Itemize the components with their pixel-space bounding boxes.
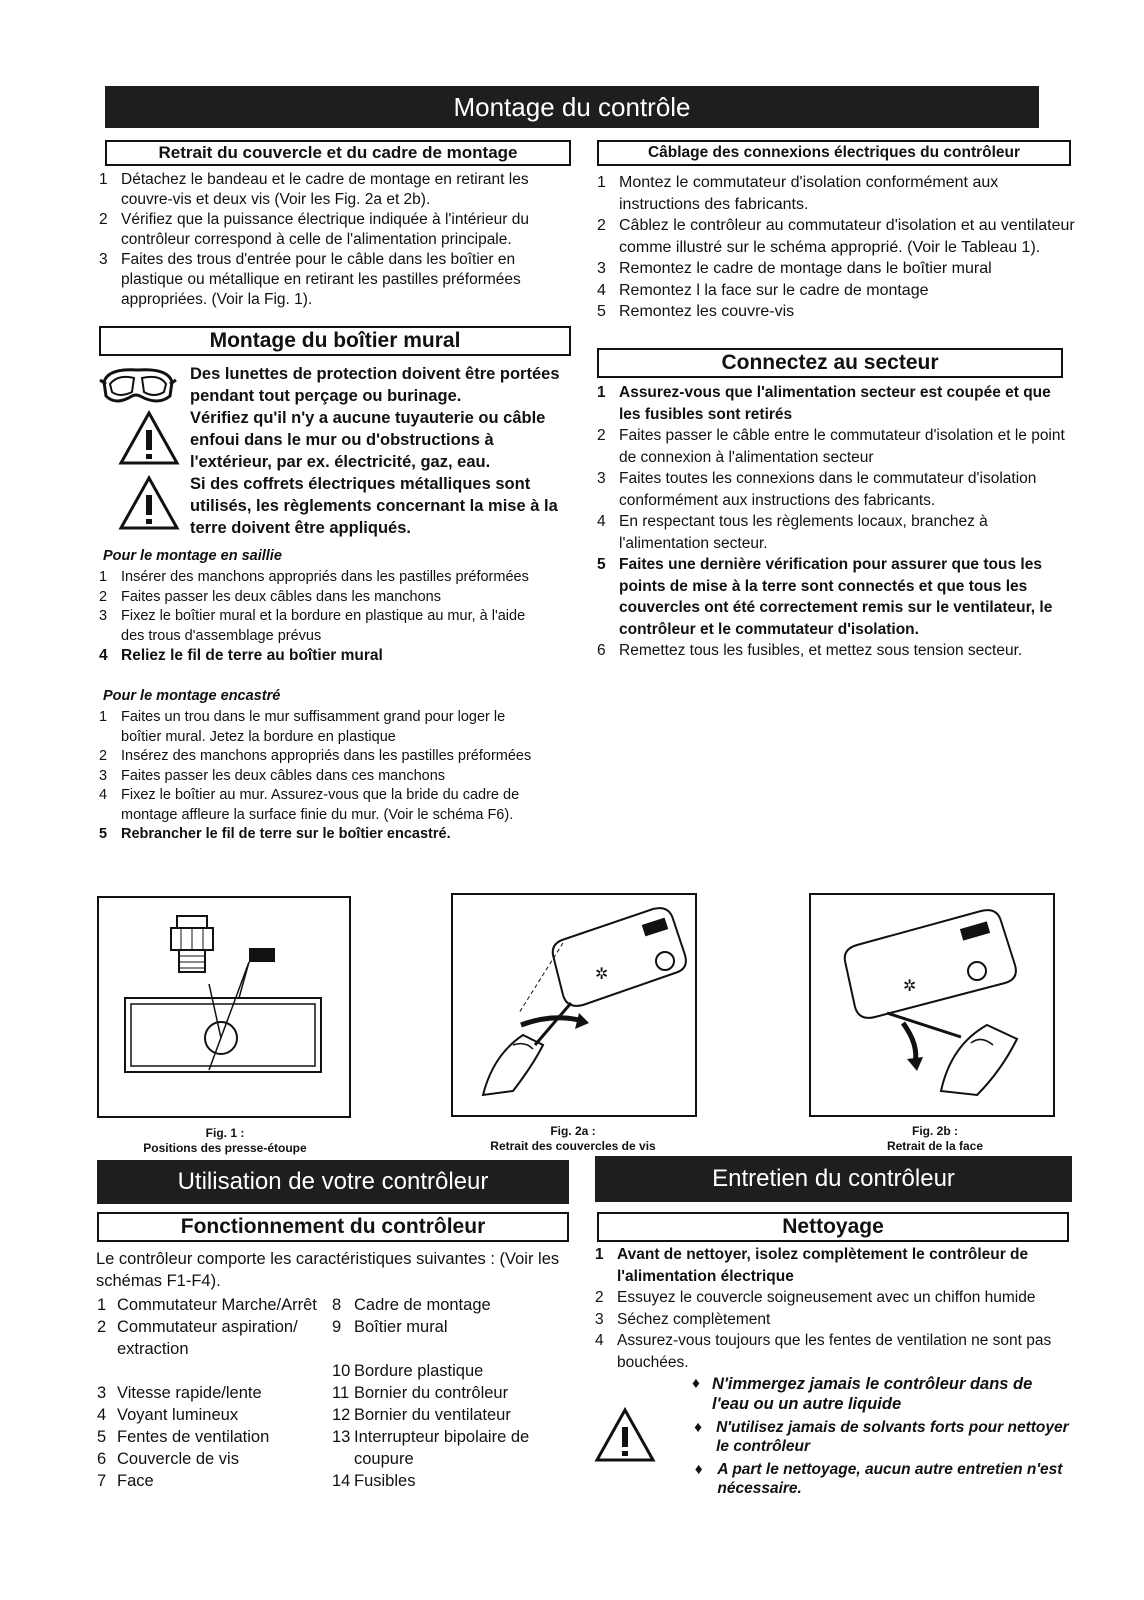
list-item: ♦ A part le nettoyage, aucun autre entretien n'est nécessaire. xyxy=(694,1461,1063,1497)
list-item: 1 Insérer des manchons appropriés dans les pastilles préformées xyxy=(99,569,529,585)
section-banner-montage: Montage du contrôle xyxy=(105,86,1039,128)
list-item: 2 Essuyez le couvercle soigneusement avec un chiffon humide xyxy=(595,1289,1036,1306)
section-banner-utilisation: Utilisation de votre contrôleur xyxy=(97,1160,569,1204)
list-item: 6 Remettez tous les fusibles, et mettez sous tension secteur. xyxy=(597,642,1023,659)
warning-icon xyxy=(118,475,180,536)
list-item: 4 Fixez le boîtier au mur. Assurez-vous que la bride du cadre de montage affleure la surface finie du mur. (Voir le schéma F6). xyxy=(99,787,520,823)
cleaning-warnings xyxy=(680,1374,1070,1502)
figure-1-caption: Fig. 1 : Positions des presse-étoupe xyxy=(143,1126,307,1155)
saillie-heading: Pour le montage en saillie xyxy=(103,548,282,564)
list-item: 1 Faites un trou dans le mur suffisamment grand pour loger le boîtier mural. Jetez la bordure en plastique xyxy=(99,709,506,745)
table-row: 4 Voyant lumineux 12 Bornier du ventilateur xyxy=(97,1406,511,1424)
saillie-steps xyxy=(99,568,539,666)
list-item: 4 En respectant tous les règlements locaux, branchez à l'alimentation secteur. xyxy=(597,513,988,552)
list-item: 5 Remontez les couvre-vis xyxy=(597,303,795,320)
retrait-steps xyxy=(99,170,574,310)
figure-2b-caption: Fig. 2b : Retrait de la face xyxy=(886,1124,984,1153)
list-item: 4 Reliez le fil de terre au boîtier mural xyxy=(99,647,383,664)
table-row: 6 Couvercle de vis xyxy=(97,1450,239,1468)
list-item: 1 Montez le commutateur d'isolation conformément aux instructions des fabricants. xyxy=(597,174,999,213)
list-item: 3 Séchez complètement xyxy=(595,1310,771,1328)
table-row: 3 Vitesse rapide/lente 11 Bornier du contrôleur xyxy=(97,1384,509,1402)
retrait-heading: Retrait du couvercle et du cadre de montage xyxy=(105,140,571,166)
list-item: 1 Assurez-vous que l'alimentation secteur est coupée et que les fusibles sont retirés xyxy=(597,384,1051,423)
list-item: 1 Détachez le bandeau et le cadre de montage en retirant les couvre-vis et deux vis (Voir les Fig. 2a et 2b). xyxy=(99,171,529,208)
nettoyage-steps xyxy=(595,1244,1073,1373)
list-item: 2 Faites passer le câble entre le commutateur d'isolation et le point de connexion à l'alimentation secteur xyxy=(597,427,1065,466)
list-item: ♦ N'immergez jamais le contrôleur dans de l'eau ou un autre liquide xyxy=(692,1375,1033,1413)
list-item: 5 Faites une dernière vérification pour assurer que tous les points de mise à la terre sont connectés et que tous les couvercles ont été correctement remis sur le ventilateur, le contrôleur et le commutateur d'isolation. xyxy=(597,556,1053,638)
secteur-steps xyxy=(597,382,1072,662)
list-item: 1 Avant de nettoyer, isolez complètement le contrôleur de l'alimentation électrique xyxy=(595,1246,1029,1285)
fonctionnement-heading: Fonctionnement du contrôleur xyxy=(97,1212,569,1242)
secteur-heading: Connectez au secteur xyxy=(597,348,1063,378)
table-row: 10 Bordure plastique xyxy=(332,1362,484,1380)
list-item: 2 Faites passer les deux câbles dans les manchons xyxy=(99,588,441,605)
warning-text: Des lunettes de protection doivent être portées pendant tout perçage ou burinage. Vérifiez qu'il n'y a aucune tuyauterie ou câble enfoui dans le mur ou d'obstructions à l'extérieur, par ex. électricité, gaz, eau. Si des coffrets électriques métalliques sont utilisés, les règlements concernant la mise à la terre doivent être appliqués. xyxy=(190,365,560,537)
nettoyage-heading: Nettoyage xyxy=(597,1212,1069,1242)
figure-1 xyxy=(97,896,351,1118)
table-row: 7 Face 14 Fusibles xyxy=(97,1472,416,1490)
list-item: 4 Assurez-vous toujours que les fentes de ventilation ne sont pas bouchées. xyxy=(595,1332,1052,1371)
list-item: 3 Fixez le boîtier mural et la bordure en plastique au mur, à l'aide des trous d'assemblage prévus xyxy=(99,608,526,644)
cablage-steps xyxy=(597,172,1075,323)
svg-text:✲: ✲ xyxy=(595,964,609,983)
list-item: 3 Faites toutes les connexions dans le commutateur d'isolation conformément aux instructions des fabricants. xyxy=(597,470,1037,509)
figure-2a-caption: Fig. 2a : Retrait des couvercles de vis xyxy=(490,1124,656,1153)
features-table xyxy=(97,1294,572,1492)
list-item: 3 Remontez le cadre de montage dans le boîtier mural xyxy=(597,260,992,277)
table-row: 2 Commutateur aspiration/ extraction 9 Boîtier mural xyxy=(97,1318,448,1358)
cablage-heading: Câblage des connexions électriques du contrôleur xyxy=(597,140,1071,166)
list-item: 2 Vérifiez que la puissance électrique indiquée à l'intérieur du contrôleur correspond à celle de l'alimentation principale. xyxy=(99,211,529,248)
table-row: 1 Commutateur Marche/Arrêt 8 Cadre de montage xyxy=(97,1296,491,1314)
fonctionnement-intro: Le contrôleur comporte les caractéristiques suivantes : (Voir les schémas F1-F4). xyxy=(96,1250,560,1290)
figure-2a xyxy=(451,893,697,1117)
list-item: 5 Rebrancher le fil de terre sur le boîtier encastré. xyxy=(99,826,451,842)
encastre-heading: Pour le montage encastré xyxy=(103,688,281,704)
list-item: ♦ N'utilisez jamais de solvants forts pour nettoyer le contrôleur xyxy=(694,1419,1069,1455)
encastre-steps xyxy=(99,708,539,845)
list-item: 2 Câblez le contrôleur au commutateur d'isolation et au ventilateur comme illustré sur le schéma approprié. (Voir le Tableau 1). xyxy=(597,217,1075,256)
table-row: 5 Fentes de ventilation 13 Interrupteur bipolaire de coupure xyxy=(97,1428,530,1468)
list-item: 4 Remontez l la face sur le cadre de montage xyxy=(597,281,929,299)
warning-icon xyxy=(118,410,180,471)
boitier-heading: Montage du boîtier mural xyxy=(99,326,571,356)
list-item: 3 Faites passer les deux câbles dans ces manchons xyxy=(99,767,446,784)
list-item: 2 Insérez des manchons appropriés dans les pastilles préformées xyxy=(99,748,532,764)
figure-2b xyxy=(809,893,1055,1117)
goggles-icon xyxy=(98,362,178,417)
list-item: 3 Faites des trous d'entrée pour le câble dans les boîtier en plastique ou métallique en retirant les pastilles préformées appropriées. (Voir la Fig. 1). xyxy=(99,251,521,308)
warning-icon xyxy=(594,1407,656,1468)
svg-text:✲: ✲ xyxy=(903,976,917,995)
section-banner-entretien: Entretien du contrôleur xyxy=(595,1156,1072,1202)
